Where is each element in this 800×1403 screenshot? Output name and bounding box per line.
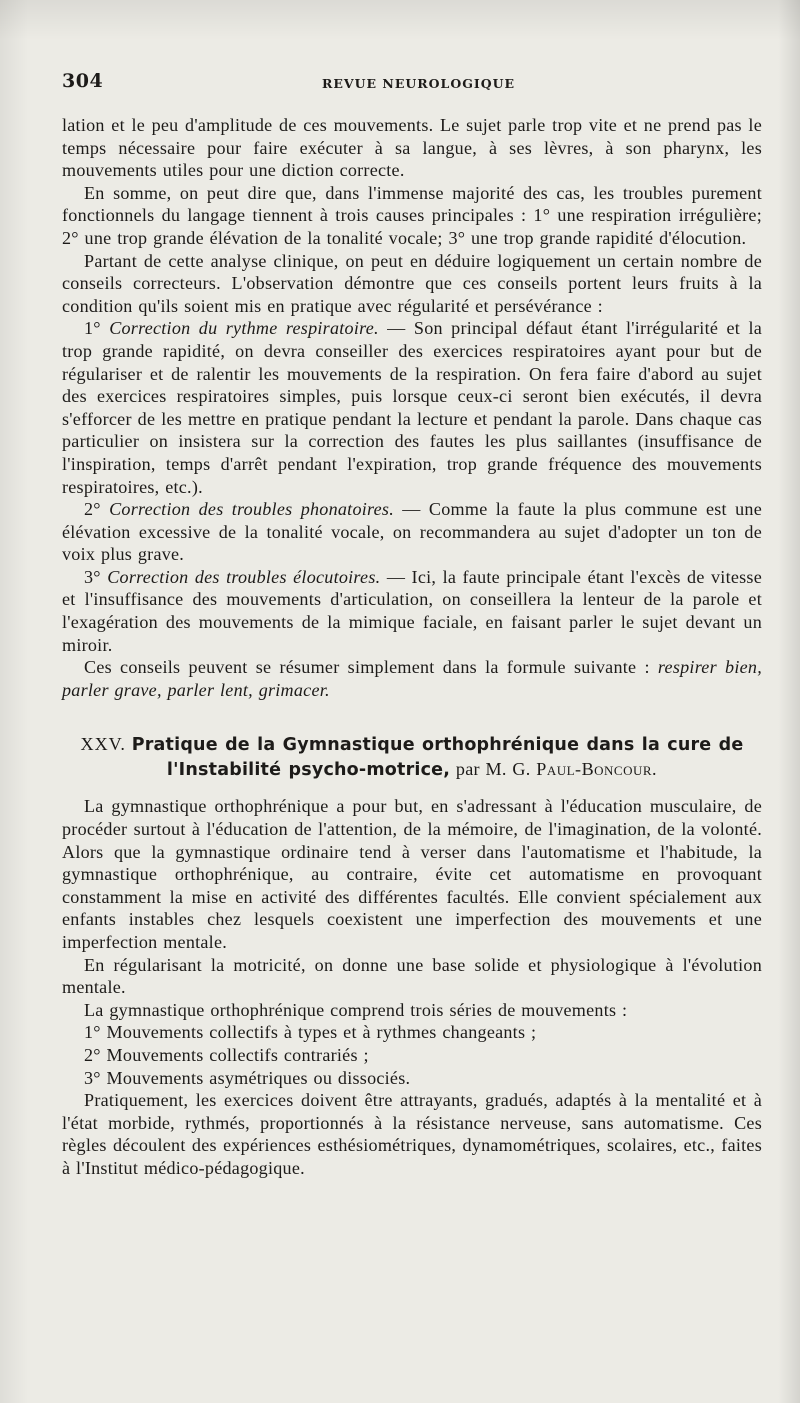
summary-text: Ces conseils peuvent se résumer simplement dans la formule suivante : — [84, 657, 650, 678]
summary-formula: respirer bien, parler grave, parler lent, grimacer. — [62, 657, 762, 700]
item-title: Correction du rythme respiratoire. — [109, 318, 379, 339]
list-item: 1° Mouvements collectifs à types et à rythmes changeants ; — [84, 1022, 537, 1043]
paragraph: Pratiquement, les exercices doivent être attrayants, gradués, adaptés à la mentalité et à l'état morbide, rythmés, proportionnés à la résistance nerveuse, sans automatisme. Ces règles découlent des expériences esthésiométriques, dynamométriques, scolaires, etc., faites à l'Institut médico-pédagogique. — [62, 1090, 762, 1178]
item-title: Correction des troubles élocutoires. — [107, 566, 381, 587]
correction-item — [62, 566, 762, 656]
body-text — [62, 114, 762, 1180]
item-number: 3° — [84, 566, 101, 587]
section-heading — [62, 732, 762, 782]
page-header — [62, 70, 762, 94]
paragraph: En régularisant la motricité, on donne une base solide et physiologique à l'évolution mentale. — [62, 954, 762, 998]
page-number: 304 — [62, 70, 104, 92]
correction-item — [62, 498, 762, 566]
item-text: — Ici, la faute principale étant l'excès de vitesse et l'insuffisance des mouvements d'articulation, on conseillera la lenteur de la parole et l'exagération des mouvements de la mimique faciale, en faisant parler le sujet devant un miroir. — [62, 566, 762, 655]
paragraph: En somme, on peut dire que, dans l'immense majorité des cas, les troubles purement fonctionnels du langage tiennent à trois causes principales : 1° une respiration irrégulière; 2° une trop grande élévation de la tonalité vocale; 3° une trop grande rapidité d'élocution. — [62, 182, 762, 248]
paragraph: La gymnastique orthophrénique a pour but, en s'adressant à l'éducation musculaire, de procéder surtout à l'éducation de l'attention, de la mémoire, de l'imagination, de la volonté. Alors que la gymnastique ordinaire tend à verser dans l'automatisme et l'habitude, la gymnastique orthophrénique, au contraire, évite cet automatisme en provoquant constamment la mise en activité des différentes facultés. Elle convient spécialement aux enfants instables chez lesquels coexistent une imperfection des mouvements et une imperfection mentale. — [62, 796, 762, 952]
item-number: 1° — [84, 318, 101, 339]
item-text: — Comme la faute la plus commune est une élévation excessive de la tonalité vocale, on recommandera au sujet d'adopter un ton de voix plus grave. — [62, 499, 762, 565]
list-item: 2° Mouvements collectifs contrariés ; — [84, 1044, 369, 1065]
section-title: Pratique de la Gymnastique orthophrénique dans la cure de l'Instabilité psycho-motrice, — [131, 735, 744, 781]
running-head: REVUE NEUROLOGIQUE — [322, 76, 516, 91]
item-title: Correction des troubles phonatoires. — [109, 499, 394, 520]
item-text: — Son principal défaut étant l'irrégularité et la trop grande rapidité, on devra conseiller des exercices respiratoires ayant pour but de régulariser et de ralentir les mouvements de la respiration. On fera faire d'abord au sujet des exercices respiratoires simples, puis lorsque ceux-ci seront bien exécutés, il devra s'efforcer de les mettre en pratique pendant la lecture et pendant la parole. Dans chaque cas particulier on insistera sur la correction des fautes les plus saillantes (insuffisance de l'inspiration, temps d'arrêt pendant l'expiration, trop grande fréquence des mouvements respiratoires, etc.). — [62, 318, 763, 497]
paragraph: lation et le peu d'amplitude de ces mouvements. Le sujet parle trop vite et ne prend pas le temps nécessaire pour faire exécuter à sa langue, à ses lèvres, à son pharynx, les mouvements utiles pour une diction correcte. — [62, 115, 762, 181]
paragraph: La gymnastique orthophrénique comprend trois séries de mouvements : — [84, 999, 628, 1020]
correction-item — [62, 317, 762, 498]
list-item: 3° Mouvements asymétriques ou dissociés. — [84, 1067, 411, 1088]
paragraph — [62, 656, 762, 701]
section-byline: par M. G. — [455, 759, 531, 780]
item-number: 2° — [84, 499, 101, 520]
section-author: Paul-Boncour. — [536, 759, 658, 780]
paragraph: Partant de cette analyse clinique, on peut en déduire logiquement un certain nombre de conseils correcteurs. L'observation démontre que ces conseils portent leurs fruits à la condition qu'ils soient mis en pratique avec régularité et persévérance : — [62, 250, 762, 316]
section-number: XXV. — [80, 734, 126, 755]
